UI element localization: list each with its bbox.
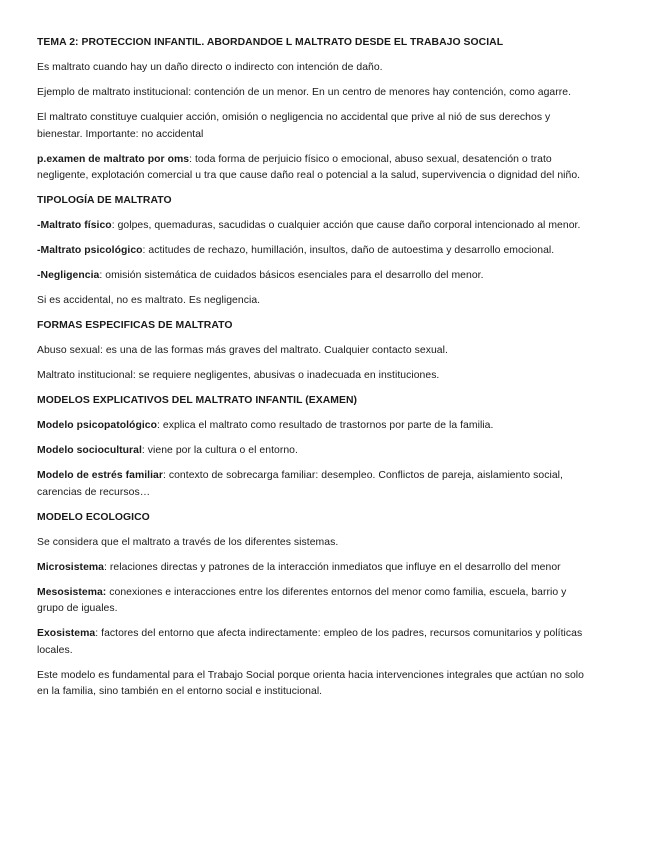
typology-text: : golpes, quemaduras, sacudidas o cualquier acción que cause daño corporal intencionado al menor. — [111, 220, 581, 231]
ecological-text: conexiones e interacciones entre los diferentes entornos del menor como familia, escuela, barrio y grupo de iguales. — [37, 586, 567, 614]
ecological-intro: Se considera que el maltrato a través de los diferentes sistemas. — [37, 536, 339, 548]
model-text: : viene por la cultura o el entorno. — [141, 445, 298, 456]
ecological-conclusion: Este modelo es fundamental para el Trabajo Social porque orienta hacia intervenciones integrales que actúan no solo en la familia, sino también en el entorno social e institucional. — [37, 669, 584, 697]
ecological-item — [37, 626, 595, 659]
specific-forms-heading: FORMAS ESPECIFICAS DE MALTRATO — [37, 320, 233, 331]
specific-form-item: Maltrato institucional: se requiere negligentes, abusivas o inadecuada en instituciones. — [37, 370, 440, 381]
typology-item — [37, 243, 595, 260]
model-item — [37, 443, 595, 460]
model-term: Modelo sociocultural — [37, 445, 142, 456]
specific-form-item: Abuso sexual: es una de las formas más graves del maltrato. Cualquier contacto sexual. — [37, 345, 448, 356]
typology-term: -Maltrato psicológico — [37, 245, 143, 256]
intro-paragraph: El maltrato constituye cualquier acción, omisión o negligencia no accidental que prive al nió de sus derechos y bienestar. Importante: no accidental — [37, 112, 551, 140]
typology-text: : actitudes de rechazo, humillación, insultos, daño de autoestima y desarrollo emocional. — [142, 245, 555, 256]
ecological-heading: MODELO ECOLOGICO — [37, 511, 150, 523]
exam-note-term: p.examen de maltrato por oms — [37, 153, 190, 165]
ecological-term: Microsistema — [37, 561, 105, 573]
document-title: TEMA 2: PROTECCION INFANTIL. ABORDANDOE L MALTRATO DESDE EL TRABAJO SOCIAL — [37, 37, 504, 48]
ecological-item — [37, 585, 595, 618]
model-term: Modelo de estrés familiar — [37, 470, 163, 481]
typology-heading: TIPOLOGÍA DE MALTRATO — [37, 195, 172, 206]
typology-note: Si es accidental, no es maltrato. Es negligencia. — [37, 295, 261, 306]
model-term: Modelo psicopatológico — [37, 420, 158, 431]
model-item — [37, 468, 595, 501]
model-text: : contexto de sobrecarga familiar: desempleo. Conflictos de pareja, aislamiento social, carencias de recursos… — [37, 470, 563, 498]
ecological-item — [37, 560, 595, 577]
intro-paragraph: Ejemplo de maltrato institucional: contención de un menor. En un centro de menores hay contención, como agarre. — [37, 87, 572, 98]
ecological-term: Exosistema — [37, 628, 96, 639]
ecological-text: : relaciones directas y patrones de la interacción inmediatos que influye en el desarrollo del menor — [104, 561, 561, 573]
exam-note-text: : toda forma de perjuicio físico o emocional, abuso sexual, desatención o trato negligente, explotación comercial u tra que cause daño real o potencial a la salud, supervivencia o dignidad del niño. — [37, 153, 581, 181]
typology-item — [37, 218, 595, 235]
intro-paragraph: Es maltrato cuando hay un daño directo o indirecto con intención de daño. — [37, 62, 383, 73]
model-text: : explica el maltrato como resultado de trastornos por parte de la familia. — [157, 420, 494, 431]
typology-term: -Negligencia — [37, 270, 100, 281]
ecological-text: : factores del entorno que afecta indirectamente: empleo de los padres, recursos comunitarios y políticas locales. — [37, 628, 583, 656]
models-heading: MODELOS EXPLICATIVOS DEL MALTRATO INFANTIL (EXAMEN) — [37, 395, 358, 406]
ecological-term: Mesosistema: — [37, 586, 107, 598]
exam-note-paragraph — [37, 152, 595, 185]
typology-text: : omisión sistemática de cuidados básicos esenciales para el desarrollo del menor. — [99, 270, 484, 281]
model-item — [37, 418, 595, 435]
typology-item — [37, 268, 595, 285]
typology-term: -Maltrato físico — [37, 220, 112, 231]
